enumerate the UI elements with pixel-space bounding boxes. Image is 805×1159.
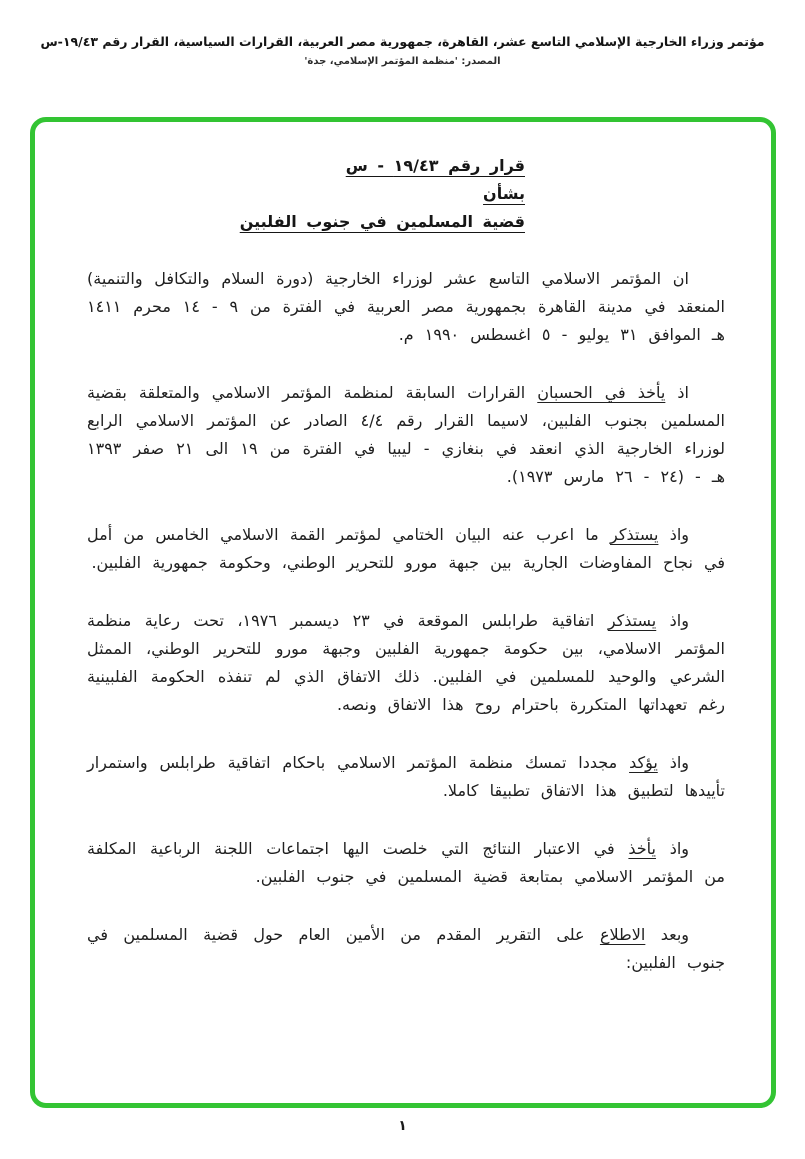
paragraph-text: ان المؤتمر الاسلامي التاسع عشر لوزراء الخارجية (دورة السلام والتكافل والتنمية) المنعقد في مدينة القاهرة بجمهورية مصر العربية في الفترة من ٩ - ١٤ محرم ١٤١١ هـ الموافق ٣١ يوليو - ٥ اغسطس ١٩٩٠ م. [87, 269, 726, 344]
resolution-paragraph [87, 379, 725, 491]
paragraph-text: اذ [665, 383, 689, 402]
resolution-paragraph [87, 521, 725, 577]
source-line: المصدر: 'منظمة المؤتمر الإسلامي، جدة' [304, 56, 501, 67]
paragraph-text: مجددا تمسك منظمة المؤتمر الاسلامي باحكام اتفاقية طرابلس واستمرار تأييدها لتطبيق هذا الاتفاق تطبيقا كاملا. [87, 753, 725, 800]
resolution-content [35, 122, 771, 1103]
underlined-operative-word: يستذكر [607, 611, 657, 630]
resolution-title-block [240, 152, 525, 235]
resolution-regarding-label: بشأن [483, 184, 525, 203]
paragraph-text: واذ [656, 839, 689, 858]
paragraph-text: في الاعتبار النتائج التي خلصت اليها اجتماعات اللجنة الرباعية المكلفة من المؤتمر الاسلامي بمتابعة قضية المسلمين في جنوب الفلبين. [87, 839, 725, 886]
paragraph-text: وبعد [645, 925, 690, 944]
page-number: ١ [398, 1118, 407, 1134]
citation-line: مؤتمر وزراء الخارجية الإسلامي التاسع عشر، القاهرة، جمهورية مصر العربية، القرارات السياسية، القرار رقم ١٩/٤٣-س [40, 34, 765, 49]
resolution-paragraph [87, 835, 725, 891]
paragraph-text: واذ [656, 611, 689, 630]
underlined-operative-word: يستذكر [610, 525, 659, 544]
underlined-operative-word: يأخذ [628, 839, 657, 858]
annotation-frame [30, 117, 776, 1108]
underlined-operative-word: يأخذ في الحسبان [537, 383, 666, 402]
resolution-subject: قضية المسلمين في جنوب الفلبين [239, 212, 525, 231]
resolution-paragraph [87, 921, 725, 977]
citation-header [30, 34, 775, 67]
paragraph-text: على التقرير المقدم من الأمين العام حول قضية المسلمين في جنوب الفلبين: [87, 925, 725, 972]
paragraph-text: القرارات السابقة لمنظمة المؤتمر الاسلامي والمتعلقة بقضية المسلمين بجنوب الفلبين، لاسيما القرار رقم ٤/٤ الصادر عن المؤتمر الاسلامي الرابع لوزراء الخارجية الذي انعقد في بنغازي - ليبيا في الفترة من ١٩ الى ٢١ صفر ١٣٩٣ هـ - (٢٤ - ٢٦ مارس ١٩٧٣). [87, 383, 726, 486]
resolution-paragraph [87, 749, 725, 805]
resolution-body [87, 265, 725, 977]
resolution-number: قرار رقم ١٩/٤٣ - س [345, 156, 525, 175]
paragraph-text: ما اعرب عنه البيان الختامي لمؤتمر القمة الاسلامي الخامس من أمل في نجاح المفاوضات الجارية بين جبهة مورو للتحرير الوطني، وحكومة جمهورية الفلبين. [87, 525, 725, 572]
resolution-paragraph [87, 607, 725, 719]
paragraph-text: واذ [658, 525, 689, 544]
underlined-operative-word: يؤكد [629, 753, 658, 772]
paragraph-text: واذ [657, 753, 689, 772]
underlined-operative-word: الاطلاع [599, 925, 646, 944]
paragraph-text: اتفاقية طرابلس الموقعة في ٢٣ ديسمبر ١٩٧٦، تحت رعاية منظمة المؤتمر الاسلامي، بين حكومة جمهورية الفلبين وجبهة مورو للتحرير الوطني، الممثل الشرعي والوحيد للمسلمين في الفلبين. ذلك الاتفاق الذي لم تنفذه الحكومة الفلبينية رغم تعهداتها المتكررة باحترام روح هذا الاتفاق ونصه. [87, 611, 725, 714]
resolution-paragraph [87, 265, 725, 349]
